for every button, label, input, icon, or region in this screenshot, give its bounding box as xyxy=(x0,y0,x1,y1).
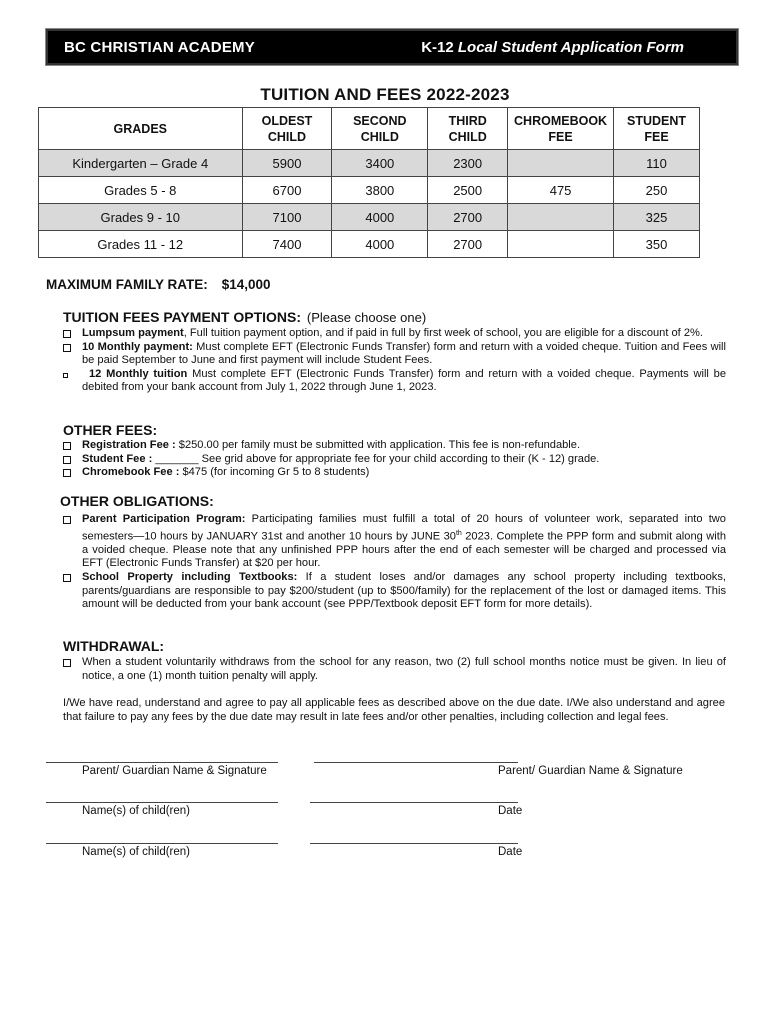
form-header xyxy=(46,29,738,65)
fee-chromebook xyxy=(62,466,726,480)
form-title-text: Local Student Application Form xyxy=(457,39,684,56)
date-label-1: Date xyxy=(498,805,523,817)
table-row xyxy=(39,231,700,258)
table-header-row xyxy=(39,108,700,150)
obligation-text-cont: 2023. Complete the PPP form and submit along with a voided cheque. Please note that any unfinished PPP hours after the end of each semester will be charged and processed via EFT (Electronic Funds Transfer) at $20 per hour. xyxy=(82,530,726,570)
max-rate-label: MAXIMUM FAMILY RATE: xyxy=(46,277,208,292)
checkbox[interactable] xyxy=(63,659,71,667)
payment-options-title xyxy=(63,309,426,325)
col-header-second-child: SECOND CHILD xyxy=(332,108,428,150)
checkbox[interactable] xyxy=(63,330,71,338)
children-name-line-1[interactable] xyxy=(46,802,278,803)
checkbox[interactable] xyxy=(63,373,68,378)
table-cell: 3400 xyxy=(332,150,428,177)
checkbox[interactable] xyxy=(63,574,71,582)
max-family-rate xyxy=(46,277,271,292)
withdrawal-title: WITHDRAWAL: xyxy=(63,638,165,654)
table-cell: Kindergarten – Grade 4 xyxy=(39,150,243,177)
date-line-2[interactable] xyxy=(310,843,518,844)
table-cell: 2700 xyxy=(428,204,508,231)
date-label-2: Date xyxy=(498,846,523,858)
obligation-school-property xyxy=(62,571,726,612)
max-rate-value: $14,000 xyxy=(221,277,271,292)
checkbox[interactable] xyxy=(63,344,71,352)
table-cell: Grades 9 - 10 xyxy=(39,204,243,231)
guardian-signature-line-right[interactable] xyxy=(314,762,518,763)
children-name-line-2[interactable] xyxy=(46,843,278,844)
fee-student xyxy=(62,453,726,467)
other-fees-title: OTHER FEES: xyxy=(63,422,158,438)
guardian-signature-label-left: Parent/ Guardian Name & Signature xyxy=(82,765,267,777)
fee-title: Student Fee : xyxy=(82,452,153,465)
payment-options-list xyxy=(62,327,726,395)
payment-options-heading: TUITION FEES PAYMENT OPTIONS: xyxy=(63,309,302,325)
table-cell: 4000 xyxy=(332,231,428,258)
withdrawal-item xyxy=(62,656,726,683)
fee-registration xyxy=(62,439,726,453)
table-cell xyxy=(508,231,614,258)
fee-text: $475 (for incoming Gr 5 to 8 students) xyxy=(179,466,370,479)
agreement-text: I/We have read, understand and agree to pay all applicable fees as described above on the due date. I/We also understand and agree that failure to pay any fees by the due date may result in late fees and/or other penalties, including collection and legal fees. xyxy=(63,697,725,723)
obligation-title: School Property including Textbooks: xyxy=(82,571,298,584)
table-cell: 325 xyxy=(614,204,700,231)
table-cell: 250 xyxy=(614,177,700,204)
checkbox[interactable] xyxy=(63,456,71,464)
table-cell: 475 xyxy=(508,177,614,204)
school-name: BC CHRISTIAN ACADEMY xyxy=(64,39,255,56)
obligation-ppp xyxy=(62,513,726,571)
table-cell: 4000 xyxy=(332,204,428,231)
checkbox[interactable] xyxy=(63,516,71,524)
option-text: Must complete EFT (Electronic Funds Transfer) form and return with a voided cheque. Tuition and Fees will be paid September to June and first payment will include Student Fees. xyxy=(82,340,726,367)
payment-option-12-monthly xyxy=(62,368,726,395)
option-title: Lumpsum payment xyxy=(82,327,184,339)
withdrawal-list xyxy=(62,656,726,683)
table-row xyxy=(39,177,700,204)
table-cell: 2500 xyxy=(428,177,508,204)
table-cell xyxy=(508,204,614,231)
table-cell: 7100 xyxy=(242,204,332,231)
table-row xyxy=(39,204,700,231)
table-cell: Grades 5 - 8 xyxy=(39,177,243,204)
option-title: 10 Monthly payment: xyxy=(82,340,193,353)
date-line-1[interactable] xyxy=(310,802,518,803)
withdrawal-text: When a student voluntarily withdraws from the school for any reason, two (2) full school months notice must be given. In lieu of notice, a one (1) month tuition penalty will apply. xyxy=(82,656,726,682)
student-fee-blank[interactable]: _______ xyxy=(155,452,199,465)
checkbox[interactable] xyxy=(63,469,71,477)
option-text: Must complete EFT (Electronic Funds Transfer) form and return with a voided cheque. Payments will be debited from your bank account from July 1, 2022 through June 1, 2023. xyxy=(82,367,726,394)
guardian-signature-label-right: Parent/ Guardian Name & Signature xyxy=(498,765,683,777)
table-cell: Grades 11 - 12 xyxy=(39,231,243,258)
fee-text: $250.00 per family must be submitted with application. This fee is non-refundable. xyxy=(175,439,581,451)
other-fees-list xyxy=(62,439,726,480)
form-title xyxy=(421,39,684,56)
children-name-label-2: Name(s) of child(ren) xyxy=(82,846,190,858)
col-header-third-child: THIRD CHILD xyxy=(428,108,508,150)
table-cell: 5900 xyxy=(242,150,332,177)
checkbox[interactable] xyxy=(63,442,71,450)
payment-option-10-monthly xyxy=(62,341,726,368)
table-cell: 2300 xyxy=(428,150,508,177)
ordinal-suffix: th xyxy=(455,529,462,537)
obligations-list xyxy=(62,513,726,612)
option-title: 12 Monthly tuition xyxy=(89,367,188,380)
obligation-title: Parent Participation Program: xyxy=(82,513,246,525)
table-cell: 7400 xyxy=(242,231,332,258)
col-header-chromebook-fee: CHROMEBOOK FEE xyxy=(508,108,614,150)
payment-option-lumpsum xyxy=(62,327,726,341)
table-cell: 6700 xyxy=(242,177,332,204)
guardian-signature-line-left[interactable] xyxy=(46,762,278,763)
table-cell: 3800 xyxy=(332,177,428,204)
tuition-table xyxy=(38,107,700,258)
col-header-oldest-child: OLDEST CHILD xyxy=(242,108,332,150)
fee-title: Registration Fee : xyxy=(82,439,176,451)
table-cell: 2700 xyxy=(428,231,508,258)
table-cell: 350 xyxy=(614,231,700,258)
col-header-grades: GRADES xyxy=(39,108,243,150)
other-obligations-title: OTHER OBLIGATIONS: xyxy=(60,493,214,509)
obligation-text: If a student loses and/or damages any school property including textbooks, parents/guardians are responsible to pay $200/student (up to $500/family) for the replacement of the lost or damaged items. This amount will be deducted from your bank account (see PPP/Textbook deposit EFT form for more details). xyxy=(82,571,726,611)
tuition-title: TUITION AND FEES 2022-2023 xyxy=(260,85,510,104)
col-header-student-fee: STUDENT FEE xyxy=(614,108,700,150)
table-row xyxy=(39,150,700,177)
payment-options-subtitle: (Please choose one) xyxy=(306,310,427,325)
table-cell: 110 xyxy=(614,150,700,177)
option-text: , Full tuition payment option, and if paid in full by first week of school, you are eligible for a discount of 2%. xyxy=(183,327,703,339)
children-name-label-1: Name(s) of child(ren) xyxy=(82,805,190,817)
form-grade-range: K-12 xyxy=(421,39,458,56)
obligation-text: Participating families must fulfill a total of 20 hours of volunteer work, separated into two semesters—10 hours by JANUARY 31st and another 10 hours by JUNE 30 xyxy=(82,513,726,543)
fee-text: See grid above for appropriate fee for your child according to their (K - 12) grade. xyxy=(198,452,600,465)
table-cell xyxy=(508,150,614,177)
fee-title: Chromebook Fee : xyxy=(82,466,180,479)
